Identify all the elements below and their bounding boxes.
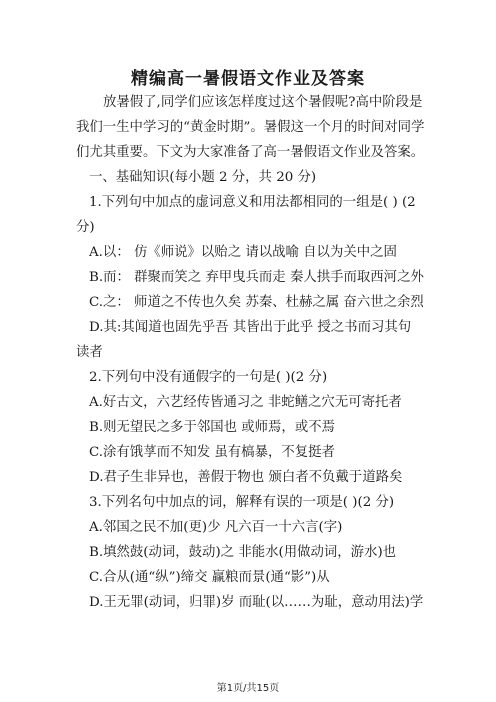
question-line: D.其:其闻道也固先乎吾 其皆出于此乎 授之书而习其句 <box>89 320 412 335</box>
intro-line: 们尤其重要。下文为大家准备了高一暑假语文作业及答案。 <box>76 145 425 160</box>
question-line: 读者 <box>76 345 103 360</box>
page-footer: 第1页/共15页 <box>216 683 280 694</box>
question-lines <box>76 190 428 615</box>
intro-line: 放暑假了,同学们应该怎样度过这个暑假呢?高中阶段是 <box>103 95 423 110</box>
section-heading: 一、基础知识(每小题 2 分，共 20 分) <box>89 170 317 185</box>
question-line: C.涂有饿莩而不知发 虽有槁暴，不复挺者 <box>89 445 335 460</box>
question-line: 1.下列句中加点的虚词意义和用法都相同的一组是( ) (2 <box>89 195 416 210</box>
question-line: B.则无望民之多于邻国也 或师焉，或不焉 <box>89 420 335 435</box>
question-line: 2.下列句中没有通假字的一句是( )(2 分) <box>89 370 328 385</box>
question-line: C.之： 师道之不传也久矣 苏秦、杜赫之属 奋六世之余烈 <box>89 295 424 310</box>
intro-line: 我们一生中学习的“黄金时期”。暑假这一个月的时间对同学 <box>76 120 425 135</box>
question-line: B.填然鼓(动词，鼓动)之 非能水(用做动词，游水)也 <box>89 545 397 560</box>
question-line: A.好古文，六艺经传皆通习之 非蛇鳝之穴无可寄托者 <box>89 395 402 410</box>
question-line: A.邻国之民不加(更)少 凡六百一十六言(字) <box>89 520 343 535</box>
document-title: 精编高一暑假语文作业及答案 <box>131 69 365 89</box>
question-line: C.合从(通“纵”)缔交 赢粮而景(通“影”)从 <box>89 570 330 585</box>
question-line: A.以： 仿《师说》以贻之 请以战喻 自以为关中之固 <box>89 245 397 260</box>
question-line: D.王无罪(动词，归罪)岁 而耻(以……为耻，意动用法)学 <box>89 595 424 610</box>
document-body <box>76 90 428 615</box>
question-line: D.君子生非异也，善假于物也 颁白者不负戴于道路矣 <box>89 470 403 485</box>
question-line: B.而： 群聚而笑之 弃甲曳兵而走 秦人拱手而取西河之外 <box>89 270 424 285</box>
question-line: 分) <box>76 220 95 235</box>
question-line: 3.下列名句中加点的词，解释有误的一项是( )(2 分) <box>89 495 395 510</box>
